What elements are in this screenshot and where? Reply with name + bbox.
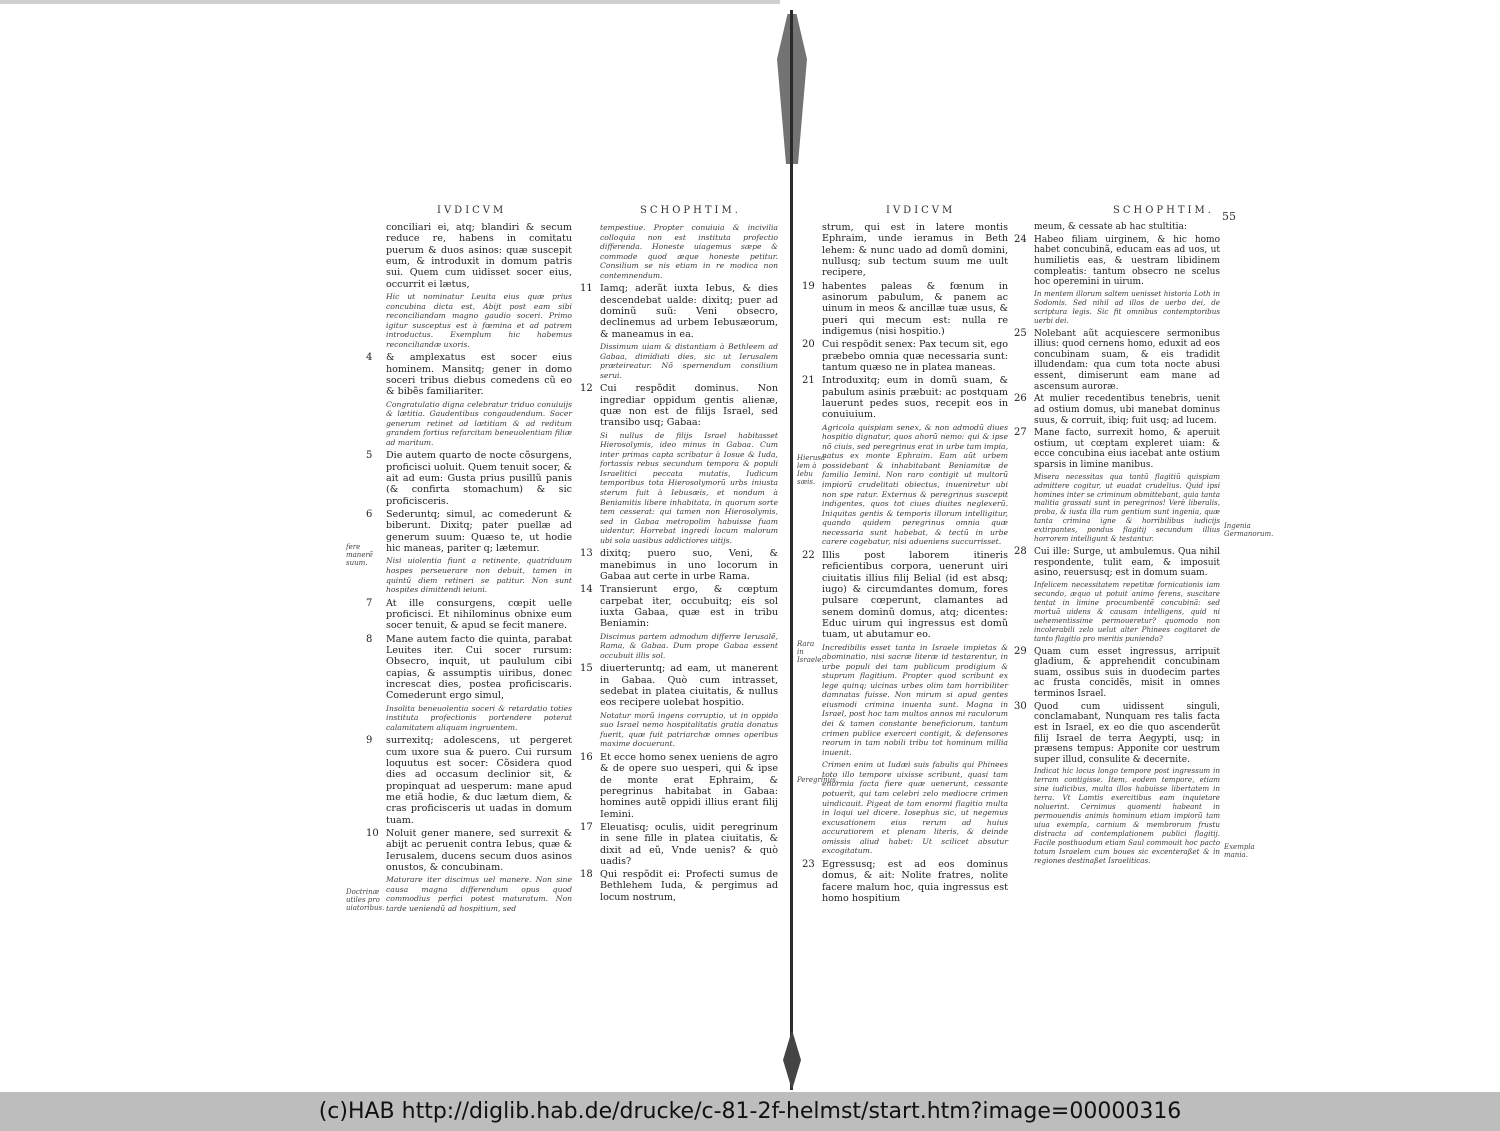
verse-paragraph: 17 Eleuatisq; oculis, uidit peregrinum in sene fille in platea ciuitatis, & dixit ad eũ, Vnde uenis? & quò uadis? [580, 821, 778, 867]
book-gutter [790, 10, 793, 1090]
margin-note: fere manerẽ suum. [346, 543, 373, 567]
running-head-left-verso: IVDICVM [437, 205, 507, 216]
paragraph-text: At ille consurgens, cœpit uelle proficisci. Et nihilominus obnixe eum socer tenuit, & apud se fecit manere. [386, 597, 572, 632]
verse-paragraph: 21 Introduxitq; eum in domũ suam, & pabulum asinis præbuit: ac postquam lauerunt pedes suos, recepit eos in conuiuium. [802, 375, 1008, 421]
running-head-right-verso: IVDICVM [886, 205, 956, 216]
margin-note: Peregrinus. [797, 776, 838, 784]
verse-paragraph: 25 Nolebant aũt acquiescere sermonibus illius: quod cernens homo, eduxit ad eos concubinam suam, & eis tradidit illudendam: qua cum tota nocte abusi essent, dimiserunt eam mane ad ascensum auroræ. [1014, 327, 1220, 392]
verse-paragraph [386, 222, 572, 290]
verse-paragraph: 6 Sederuntq; simul, ac comederunt & biberunt. Dixitq; pater puellæ ad generum suum: Quæso te, ut hodie hic maneas, pariter q; lætemur. [366, 509, 572, 555]
paragraph-text: Sederuntq; simul, ac comederunt & biberunt. Dixitq; pater puellæ ad generum suum: Quæso te, ut hodie hic maneas, pariter q; lætemur. [386, 509, 572, 555]
verse-paragraph: 4 & amplexatus est socer eius hominem. Mansitq; gener in domo soceri tribus diebus comedens cũ eo & bibẽs familiariter. [366, 352, 572, 398]
verse-paragraph: 28 Cui ille: Surge, ut ambulemus. Qua nihil respondente, tulit eam, & imposuit asino, reuersusq; est in domum suam. [1014, 546, 1220, 579]
paragraph-text: Hic ut nominatur Leuita eius quæ prius concubina dicta est, Abijt post eam sibi reconciliandam magno gaudio soceri. Primo igitur susceptus est à fœmina et ad patrem introductus. Exemplum hic habemus reconciliandæ uxoris. [386, 291, 572, 349]
paragraph-text: Mane facto, surrexit homo, & aperuit ostium, ut cœptam expleret uiam: & ecce concubina eius iacebat ante ostium sparsis in limine manibus. [1034, 428, 1220, 470]
paragraph-text: Agricola quispiam senex, & non admodũ diues hospitio dignatur, quos ahorũ nemo: qui & ipse nõ ciuis, sed peregrinus erat in urbe tam impia, natus ex monte Ephraim. Eam aũt urbem possidebant & inhabitabant Beniamitæ de familia Iemini. Non raro contigit ut multorũ impiorũ crudelitati obiectus, inueniretur ubi non spe ratur. Externus & peregrinus suscepit indigentes, quos tot ciues diuites neglexerũ. Iniquitas gentis & temporis illorum intelligitur, quando quidem peregrinus omnia quæ necessaria sunt habebat, & tectũ in urbe carere cogebatur, nisi adueniens succurrisset. [822, 422, 1008, 547]
paragraph-text: Cui ille: Surge, ut ambulemus. Qua nihil respondente, tulit eam, & imposuit asino, reuersusq; est in domum suam. [1034, 547, 1220, 579]
paragraph-text: Egressusq; est ad eos dominus domus, & ait: Nolite fratres, nolite facere malum hoc, quia ingressus est homo hospitium [822, 858, 1008, 904]
paragraph-text: Quod cum uidissent singuli, conclamabant, Nunquam res talis facta est in Israel, ex eo die quo ascenderũt filij Israel de terra Aegypti, usq; in præsens tempus: Apponite cor uestrum super illud, consulite & decernite. [1034, 701, 1220, 765]
paragraph-text: Notatur morũ ingens corruptio, ut in oppido suo Israel nemo hospitalitatis gratia donatus fuerit, quæ fuit patriarchæ omnes operibus maxime docuerunt. [600, 710, 778, 749]
text-column-2 [580, 222, 778, 905]
paragraph-text: Congratulatio digna celebratur triduo conuiuijs & lætitia. Gaudentibus congaudendum. Socer generum retinet ad lætitiam & ad reditum grandem fortius refarcitam beneuolentiam filiæ ad maritum. [386, 399, 572, 447]
commentary-note [1034, 581, 1220, 644]
commentary-note [600, 632, 778, 661]
verse-paragraph: 5 Die autem quarto de nocte cõsurgens, proficisci uoluit. Quem tenuit socer, & ait ad eum: Gusta prius pusillũ panis (& confirta stomachum) & sic proficisceris. [366, 450, 572, 507]
paragraph-text: Iamq; aderãt iuxta Iebus, & dies descendebat ualde: dixitq; puer ad dominũ suũ: Veni obsecro, declinemus ad urbem Iebusæorum, & maneamus in ea. [600, 283, 778, 340]
verse-paragraph: 29 Quam cum esset ingressus, arripuit gladium, & apprehendit concubinam suam, ossibus suis in duodecim partes ac frusta concidẽs, misit in omnes terminos Israel. [1014, 645, 1220, 700]
margin-note: Doctrinæ utiles pro uiatoribus. [346, 888, 385, 912]
verse-paragraph: 11 Iamq; aderãt iuxta Iebus, & dies descendebat ualde: dixitq; puer ad dominũ suũ: Veni obsecro, declinemus ad urbem Iebusæorum, & maneamus in ea. [580, 283, 778, 340]
verse-paragraph: 30 Quod cum uidissent singuli, conclamabant, Nunquam res talis facta est in Israel, ex eo die quo ascenderũt filij Israel de terra Aegypti, usq; in præsens tempus: Apponite cor uestrum super illud, consulite & decernite. [1014, 700, 1220, 765]
paragraph-text: Insolita beneuolentia soceri & retardatio toties instituta profectionis portendere poterat calamitatem aliquam ingruentem. [386, 703, 572, 732]
verse-paragraph: 14 Transierunt ergo, & cœptum carpebat iter, occubuitq; eis sol iuxta Gabaa, quæ est in tribu Beniamin: [580, 584, 778, 630]
commentary-note [822, 423, 1008, 547]
commentary-note [600, 223, 778, 280]
paragraph-text: Introduxitq; eum in domũ suam, & pabulum asinis præbuit: ac postquam lauerunt pedes suos, recepit eos in conuiuium. [822, 375, 1008, 421]
verse-paragraph: 18 Qui respõdit ei: Profecti sumus de Bethlehem Iuda, & pergimus ad locum nostrum, [580, 869, 778, 903]
paragraph-text: Misera necessitas qua tantũ flagitiũ quispiam admittere cogitur, ut euadat crudelius. Quid ipsi homines inter se criminum obmittebant, quia tanta malitia grassati sunt in peregrinos! Verè liberalis, proba, & iusta illa rum gentium sunt ingenia, quæ tanta crimina igne & horribilibus iudicijs extirpantes, pondus flagitij secundum illius horrorem intelligunt & testantur. [1034, 471, 1220, 544]
paragraph-text: strum, qui est in latere montis Ephraim, unde ieramus in Beth lehem: & nunc uado ad domũ domini, nullusq; sub tectum suum me uult recipere, [822, 222, 1008, 279]
source-url-text: (c)HAB http://diglib.hab.de/drucke/c-81-2f-helmst/start.htm?image=00000316 [318, 1099, 1182, 1124]
paragraph-text: Die autem quarto de nocte cõsurgens, proficisci uoluit. Quem tenuit socer, & ait ad eum: Gusta prius pusillũ panis (& confirta stomachum) & sic proficisceris. [386, 450, 572, 507]
paragraph-text: dixitq; puero suo, Veni, & manebimus in uno locorum in Gabaa aut certe in urbe Rama. [600, 548, 778, 582]
verse-paragraph: 23 Egressusq; est ad eos dominus domus, & ait: Nolite fratres, nolite facere malum hoc, quia ingressus est homo hospitium [802, 858, 1008, 904]
text-column-4 [1014, 222, 1220, 869]
paragraph-text: Nolebant aũt acquiescere sermonibus illius: quod cernens homo, eduxit ad eos concubinam suam, & eis tradidit illudendam: qua cum tota nocte abusi essent, dimiserunt eam mane ad ascensum auroræ. [1034, 328, 1220, 392]
copyright-footer [0, 1092, 1500, 1131]
paragraph-text: meum, & cessate ab hac stultitia: [1034, 222, 1187, 232]
paragraph-text: Noluit gener manere, sed surrexit & abijt ac peruenit contra Iebus, quæ & Ierusalem, ducens secum duos asinos onustos, & concubinam. [386, 827, 572, 873]
running-head-left-recto: SCHOPHTIM. [640, 205, 741, 216]
commentary-note [822, 643, 1008, 758]
commentary-note [386, 556, 572, 594]
verse-paragraph: 24 Habeo filiam uirginem, & hic homo habet concubinã, educam eas ad uos, ut humilietis eas, & uestram libidinem compleatis: tantum obsecro ne scelus hoc operemini in uirum. [1014, 233, 1220, 288]
folio-number: 55 [1222, 210, 1236, 223]
verse-paragraph: 16 Et ecce homo senex ueniens de agro & de opere suo uesperi, qui & ipse de monte erat Ephraim, & peregrinus habitabat in Gabaa: homines autẽ oppidi illius erant filij Iemini. [580, 751, 778, 820]
text-column-1 [366, 222, 572, 917]
commentary-note [1034, 473, 1220, 545]
paragraph-text: Discimus partem admodum differre Ierusalẽ, Rama, & Gabaa. Dum prope Gabaa essent occubuit illis sol. [600, 631, 778, 660]
commentary-note [386, 292, 572, 349]
verse-paragraph: 12 Cui respõdit dominus. Non ingrediar oppidum gentis alienæ, quæ non est de filijs Israel, sed transibo usq; Gabaa: [580, 383, 778, 429]
verse-paragraph [822, 222, 1008, 279]
commentary-note [1034, 767, 1220, 865]
paragraph-text: conciliari ei, atq; blandiri & secum reduce re, habens in comitatu puerum & duos asinos: quæ suscepit eum, & introduxit in domum patris sui. Quem cum uidisset socer eius, occurrit ei lætus, [386, 222, 572, 290]
paragraph-text: & amplexatus est socer eius hominem. Mansitq; gener in domo soceri tribus diebus comedens cũ eo & bibẽs familiariter. [386, 352, 572, 398]
paragraph-text: In mentem illorum saltem uenisset historia Loth in Sodomis. Sed nihil ad illos de uerbo dei, de scriptura legis. Sic fit omnibus contemptoribus uerbi dei. [1034, 288, 1220, 325]
paragraph-text: Habeo filiam uirginem, & hic homo habet concubinã, educam eas ad uos, ut humilietis eas, & uestram libidinem compleatis: tantum obsecro ne scelus hoc operemini in uirum. [1034, 234, 1220, 288]
verse-paragraph: 19 habentes paleas & fœnum in asinorum pabulum, & panem ac uinum in meos & ancillæ tuæ usus, & pueri qui mecum est: nulla re indigemus (nisi hospitio.) [802, 280, 1008, 337]
verse-paragraph [1034, 222, 1220, 233]
paragraph-text: Incredibilis esset tanta in Israele impietas & abominatio, nisi sacræ literæ id testarentur, in urbe populi dei tam publicum prodigium & stuprum flagitium. Propter quod scribunt ex lege quinq; uicinas urbes olim tam horribiliter damnatas fuisse. Non mirum si apud gentes eiusmodi crimina inuenta sunt. Magna in Israel, post hoc tam multos annos mi raculorum dei & tamen constante beneficiorum, tantum crimen publice exerceri contigit, & defensores reorum in tam nobili tribu tot hominum millia inuenit. [822, 642, 1008, 757]
paragraph-text: habentes paleas & fœnum in asinorum pabulum, & panem ac uinum in meos & ancillæ tuæ usus, & pueri qui mecum est: nulla re indigemus (nisi hospitio.) [822, 280, 1008, 337]
verse-paragraph: 8 Mane autem facto die quinta, parabat Leuites iter. Cui socer rursum: Obsecro, inquit, ut paululum cibi capias, & assumptis uiribus, donec increscat dies, postea proficiscaris. Comederunt ergo simul, [366, 633, 572, 702]
margin-note: Ingenia Germanorum. [1224, 522, 1274, 538]
commentary-note [822, 760, 1008, 856]
paragraph-text: Si nullus de filijs Israel habitasset Hierosolymis, ideo minus in Gabaa. Cum inter primas capta scribatur à Iosue & Iuda, fortassis rebus secundum tempora & populi Israelitici peccata mutatis, Iudicum temporibus tota Hierosolymorũ urbs iniusta sterum fuit à Iebusæis, et nondum à Beniamitis libere inhabitata, in quorum sorte tem cesserat: qui tamen non Hierosolymis, sed in Gabaa metropolim habuisse fuam uidentur. Horrebat ingredi locum malorum ubi sola uasibus addictiores uitijs. [600, 430, 778, 545]
verse-paragraph: 13 dixitq; puero suo, Veni, & manebimus in uno locorum in Gabaa aut certe in urbe Rama. [580, 548, 778, 582]
paragraph-text: diuerteruntq; ad eam, ut manerent in Gabaa. Quò cum intrasset, sedebat in platea ciuitatis, & nullus eos recipere uolebat hospitio. [600, 663, 778, 709]
verse-paragraph: 22 Illis post laborem itineris reficientibus corpora, uenerunt uiri ciuitatis illius filij Belial (id est absq; iugo) & circumdantes domum, fores pulsare cœperunt, clamantes ad senem dominũ domus, atq; dicentes: Educ uirum qui ingressus est domũ tuam, ut abutamur eo. [802, 549, 1008, 641]
verse-paragraph: 15 diuerteruntq; ad eam, ut manerent in Gabaa. Quò cum intrasset, sedebat in platea ciuitatis, & nullus eos recipere uolebat hospitio. [580, 663, 778, 709]
paragraph-text: Eleuatisq; oculis, uidit peregrinum in sene fille in platea ciuitatis, & dixit ad eũ, Vnde uenis? & quò uadis? [600, 821, 778, 867]
commentary-note [600, 342, 778, 380]
margin-note: Exempla mania. [1224, 843, 1255, 859]
paragraph-text: Indicat hic locus longo tempore post ingressum in terram contigisse. Item, eodem tempore, etiam sine iudicibus, multa illos habuisse libertatem in terra. Vt Lamtis exercitibus eam inquietare noluerint. Cernimus quomenti habeant in permouendis animis hominum etiam impiorũ tam uiua exempla, carnium & membrorum frustu distracta ad contemplationem publici flagitij. Facile posthuodum etiam Saul commouit hoc pacto totum Israelem cum boues sic excenteraßet & in regiones destinaßet Israeliticas. [1034, 766, 1220, 865]
paragraph-text: Qui respõdit ei: Profecti sumus de Bethlehem Iuda, & pergimus ad locum nostrum, [600, 869, 778, 903]
margin-note: Rara in Israele. [797, 640, 824, 664]
verse-paragraph: 7 At ille consurgens, cœpit uelle proficisci. Et nihilominus obnixe eum socer tenuit, & apud se fecit manere. [366, 597, 572, 632]
running-head-right-recto: SCHOPHTIM. [1113, 205, 1214, 216]
binding-tip [783, 1030, 801, 1090]
verse-paragraph: 20 Cui respõdit senex: Pax tecum sit, ego præbebo omnia quæ necessaria sunt: tantum quæso ne in platea maneas. [802, 339, 1008, 373]
paragraph-text: Cui respõdit dominus. Non ingrediar oppidum gentis alienæ, quæ non est de filijs Israel, sed transibo usq; Gabaa: [600, 383, 778, 429]
commentary-note [386, 875, 572, 913]
paragraph-text: Illis post laborem itineris reficientibus corpora, uenerunt uiri ciuitatis illius filij Belial (id est absq; iugo) & circumdantes domum, fores pulsare cœperunt, clamantes ad senem dominũ domus, atq; dicentes: Educ uirum qui ingressus est domũ tuam, ut abutamur eo. [822, 549, 1008, 641]
commentary-note [600, 431, 778, 546]
paragraph-text: surrexitq; adolescens, ut pergeret cum uxore sua & puero. Cui rursum loquutus est socer: Cõsidera quod dies ad occasum declinior sit, & propinquat ad uesperum: mane apud me etiã hodie, & duc lætum diem, & cras proficisceris ut uadas in domum tuam. [386, 735, 572, 826]
margin-note: Hierusa lem à Iebu sæis. [797, 454, 826, 486]
paragraph-text: Maturare iter discimus uel manere. Non sine causa magna differendum opus quod commodius perfici potest maturatum. Non tarde ueniendũ ad hospitium, sed [386, 875, 572, 913]
commentary-note [1034, 290, 1220, 326]
verse-paragraph: 9 surrexitq; adolescens, ut pergeret cum uxore sua & puero. Cui rursum loquutus est socer: Cõsidera quod dies ad occasum declinior sit, & propinquat ad uesperum: mane apud me etiã hodie, & duc lætum diem, & cras proficisceris ut uadas in domum tuam. [366, 735, 572, 826]
paragraph-text: Et ecce homo senex ueniens de agro & de opere suo uesperi, qui & ipse de monte erat Ephraim, & peregrinus habitabat in Gabaa: homines autẽ oppidi illius erant filij Iemini. [600, 751, 778, 820]
paragraph-text: Cui respõdit senex: Pax tecum sit, ego præbebo omnia quæ necessaria sunt: tantum quæso ne in platea maneas. [822, 339, 1008, 373]
paragraph-text: Mane autem facto die quinta, parabat Leuites iter. Cui socer rursum: Obsecro, inquit, ut paululum cibi capias, & assumptis uiribus, donec increscat dies, postea proficiscaris. Comederunt ergo simul, [386, 633, 572, 702]
verse-paragraph: 26 At mulier recedentibus tenebris, uenit ad ostium domus, ubi manebat dominus suus, & corruit, ibiq; fuit usq; ad lucem. [1014, 393, 1220, 426]
verse-paragraph: 10 Noluit gener manere, sed surrexit & abijt ac peruenit contra Iebus, quæ & Ierusalem, ducens secum duos asinos onustos, & concubinam. [366, 827, 572, 873]
paragraph-text: Crimen enim ut Iudæi suis fabulis qui Phinees toto illo tempore uixisse scribunt, quasi tam enormia facta fiere quæ uenerunt, cessante potuerit, qui tam celebri zelo mediocre crimen uindicauit. Pigeat de tam enormi flagitio multa in loqui uel dicere. Iosephus sic, ut negemus excusationem eius rerum ad huius accuratiorem et plenam literis, & deinde omissis aliud habet: Ut scilicet absutur excogitatum. [822, 760, 1008, 856]
paragraph-text: Dissimum uiam & distantiam à Bethleem ad Gabaa, dimidiati dies, sic ut Ierusalem præteireatur. Nõ spernendum consilium serui. [600, 342, 778, 380]
paragraph-text: Nisi uiolentia fiunt a retinente, quatriduum hospes perseuerare non debuit, tamen in quintũ diem retineri se patitur. Non sunt hospites dimittendi ieiuni. [386, 556, 572, 595]
paragraph-text: tempestiue. Propter conuiuia & incivilia colloquia non est instituta profectio differenda. Honeste uiagemus sæpe & commode quod æque honeste petitur. Consilium se nis etiam in re modica non contemnendum. [600, 223, 778, 280]
page-top-edge [0, 0, 780, 4]
paragraph-text: Infelicem necessitatem repetitæ fornicationis iam secundo, æquo ut potuit animo ferens, suscitare tentat in limine procumbentẽ concubinã: sed mortuã uidens & causam intelligens, quid ni uehementissime permoueretur? quomodo non incolerabili zelo uelut alter Phinees cogitaret de tanto flagitio pro meritis puniendo? [1034, 580, 1220, 643]
commentary-note [386, 400, 572, 448]
verse-paragraph: 27 Mane facto, surrexit homo, & aperuit ostium, ut cœptam expleret uiam: & ecce concubina eius iacebat ante ostium sparsis in limine manibus. [1014, 427, 1220, 470]
paragraph-text: Transierunt ergo, & cœptum carpebat iter, occubuitq; eis sol iuxta Gabaa, quæ est in tribu Beniamin: [600, 584, 778, 630]
commentary-note [386, 704, 572, 733]
paragraph-text: At mulier recedentibus tenebris, uenit ad ostium domus, ubi manebat dominus suus, & corruit, ibiq; fuit usq; ad lucem. [1034, 394, 1220, 426]
paragraph-text: Quam cum esset ingressus, arripuit gladium, & apprehendit concubinam suam, ossibus suis in duodecim partes ac frusta concidẽs, misit in omnes terminos Israel. [1034, 646, 1220, 700]
commentary-note [600, 711, 778, 749]
